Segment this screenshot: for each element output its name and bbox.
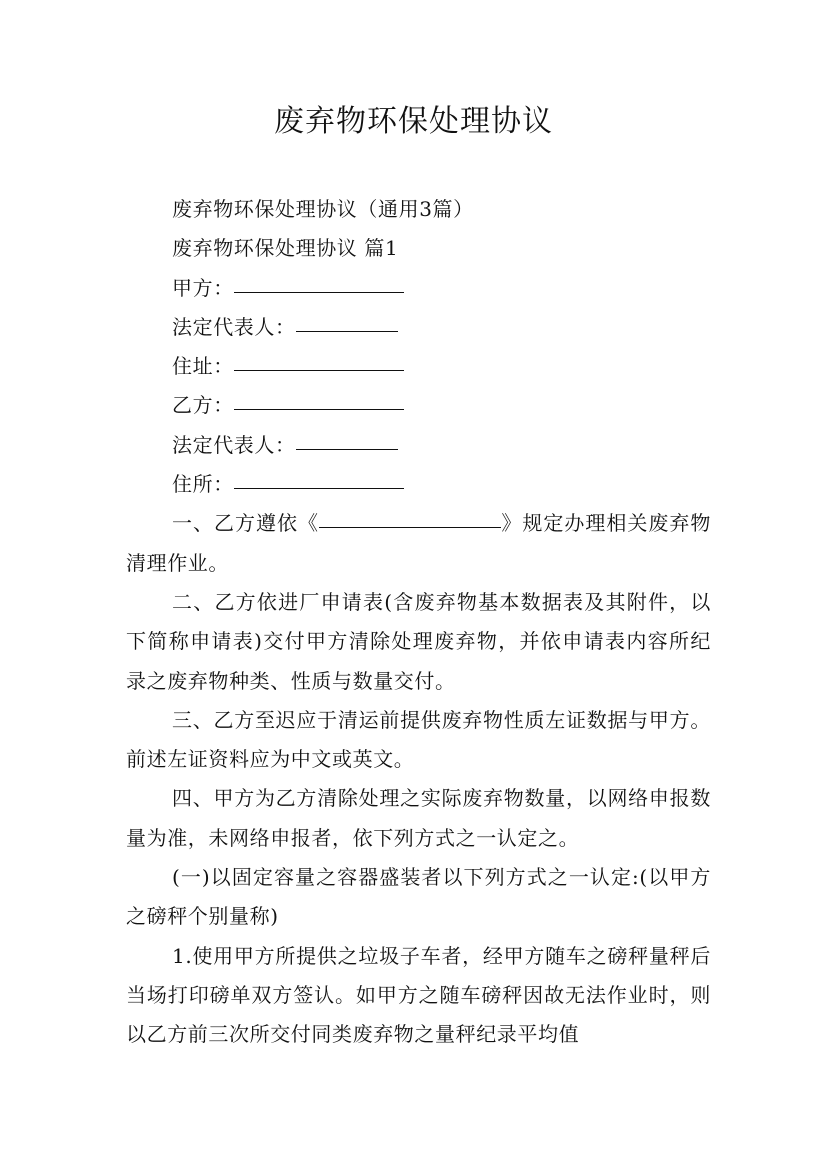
document-subtitle: 废弃物环保处理协议（通用3篇） [172, 197, 474, 221]
clause-1-suffix: 》规定办理相关废弃物清理作业。 [126, 511, 711, 575]
regulation-name-blank [319, 505, 501, 528]
party-b-address-field [126, 465, 711, 504]
party-a-address-blank [234, 348, 404, 371]
party-b-address-label: 住所： [172, 472, 234, 497]
party-a-rep-field [126, 308, 711, 347]
party-a-label: 甲方： [172, 275, 234, 300]
item-1: 1.使用甲方所提供之垃圾子车者，经甲方随车之磅秤量秤后当场打印磅单双方签认。如甲方之随车磅秤因故无法作业时，则以乙方前三次所交付同类废弃物之量秤纪录平均值 [126, 943, 711, 1047]
party-b-rep-blank [296, 427, 398, 450]
section-heading: 废弃物环保处理协议 篇1 [172, 236, 399, 261]
clause-1 [126, 504, 711, 583]
party-b-blank [234, 387, 404, 410]
clause-1-prefix: 一、乙方遵依《 [172, 511, 319, 536]
party-a-blank [234, 270, 404, 293]
clause-2: 二、乙方依进厂申请表(含废弃物基本数据表及其附件，以下简称申请表)交付甲方清除处理废弃物，并依申请表内容所纪录之废弃物种类、性质与数量交付。 [126, 589, 711, 693]
document-title: 废弃物环保处理协议 [274, 104, 553, 139]
party-a-address-label: 住址： [172, 354, 234, 379]
document-body [126, 190, 711, 1055]
party-a-rep-label: 法定代表人： [172, 314, 296, 339]
party-a-field [126, 269, 711, 308]
party-a-address-field [126, 347, 711, 386]
clause-4: 四、甲方为乙方清除处理之实际废弃物数量，以网络申报数量为准，未网络申报者，依下列方式之一认定之。 [126, 786, 711, 850]
party-b-rep-label: 法定代表人： [172, 432, 296, 457]
party-b-rep-field [126, 426, 711, 465]
party-b-field [126, 386, 711, 425]
party-a-rep-blank [296, 309, 398, 332]
party-b-label: 乙方： [172, 393, 234, 418]
sub-clause-1: (一)以固定容量之容器盛装者以下列方式之一认定:(以甲方之磅秤个别量称) [126, 865, 711, 929]
clause-3: 三、乙方至迟应于清运前提供废弃物性质左证数据与甲方。前述左证资料应为中文或英文。 [126, 707, 711, 772]
party-b-address-blank [234, 466, 404, 489]
